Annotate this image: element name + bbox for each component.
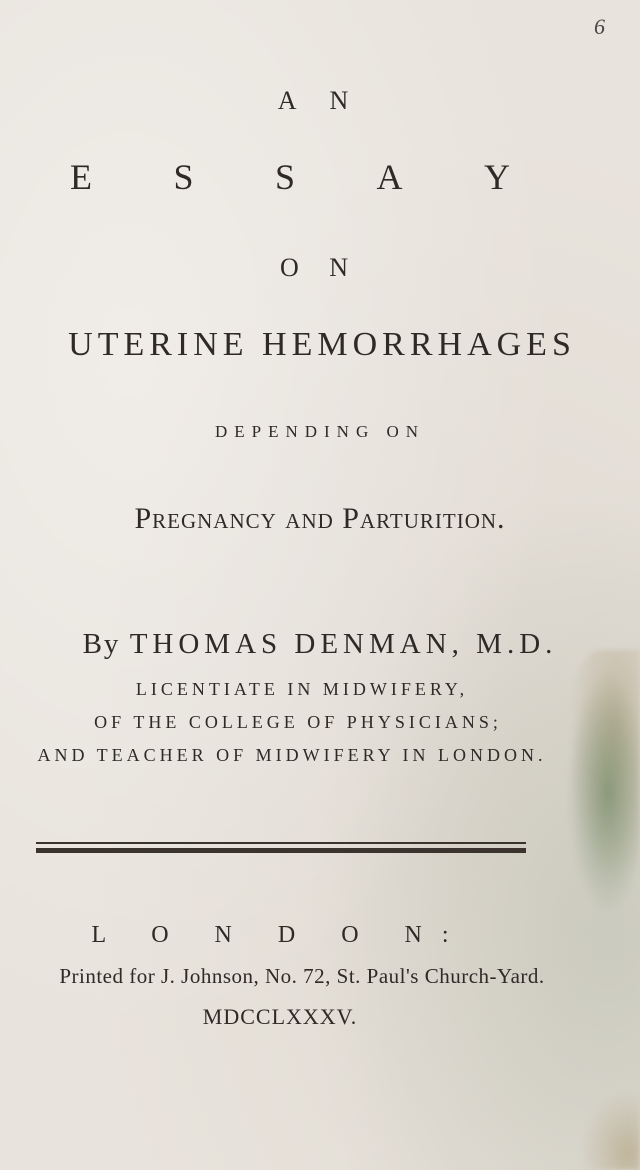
paper-stain: [560, 650, 640, 910]
essay-letter: E: [70, 157, 92, 197]
title-on: O N: [279, 253, 361, 282]
title-depending-on: DEPENDING ON: [214, 422, 426, 441]
author-by: By: [82, 628, 121, 660]
author-credential: LICENTIATE IN MIDWIFERY,: [135, 679, 469, 699]
title-pregnancy: Pregnancy and Parturition.: [134, 502, 506, 535]
imprint-place: L O N D O N:: [91, 922, 469, 948]
essay-letter: S: [173, 157, 194, 197]
author-credential: OF THE COLLEGE OF PHYSICIANS;: [94, 712, 502, 732]
essay-letter: S: [275, 157, 296, 197]
author-name: THOMAS DENMAN, M.D.: [129, 628, 558, 660]
title-essay: [70, 156, 510, 198]
divider-rule-thick: [36, 848, 526, 853]
essay-letter: A: [376, 157, 403, 197]
essay-letter: Y: [484, 157, 510, 197]
paper-stain: [580, 1090, 640, 1170]
title-subject: UTERINE HEMORRHAGES: [68, 326, 576, 363]
imprint-printer: Printed for J. Johnson, No. 72, St. Paul's Church-Yard.: [59, 964, 545, 988]
divider-rule-thin: [36, 842, 526, 844]
author-line: [0, 628, 640, 661]
corner-mark: 6: [594, 14, 605, 39]
imprint-date: MDCCLXXXV.: [202, 1004, 358, 1029]
title-article: A N: [277, 86, 363, 115]
author-credential: AND TEACHER OF MIDWIFERY IN LONDON.: [37, 745, 547, 765]
